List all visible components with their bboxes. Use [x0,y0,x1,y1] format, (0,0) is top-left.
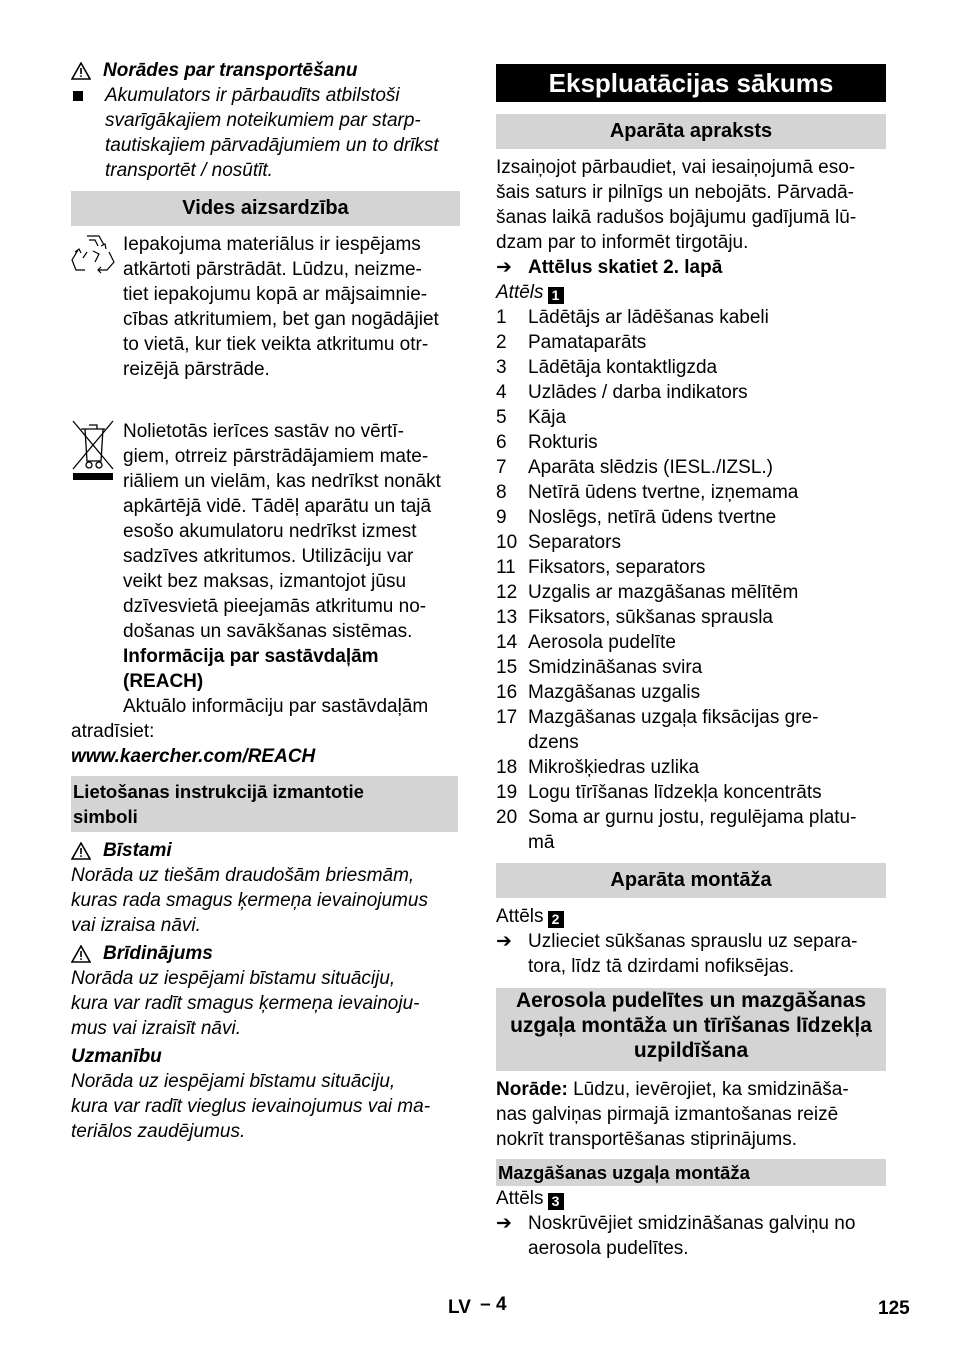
recycle-paragraph: Iepakojuma materiālus ir iespējams atkārtoti pārstrādāt. Lūdzu, neizme- tiet iepakojumu kopā ar mājsaimnie- cības atkritumiem, bet gan nogādājiet to vietā, kur tiek veikta atkritumu otr- reizējā pārstrāde. [71,232,459,382]
left-column: Norādes par transportēšanu Akumulators ir pārbaudīts atbilstoši svarīgākajiem noteikumiem par starp- tautiskajiem pārvadājumiem un to drīkst transportēt / nosūtīt. Vides aizsardzība Iepakojuma materiālus ir iespējams atkārtoti pārstrādāt. Lūdzu, neizme- tiet iepakojumu kopā ar mājsaimnie- cības atkritumiem, bet gan nogādājiet to vietā, kur tiek veikta atkritumu otr- reizējā pārstrāde. Nolietotās ierīces sastāv no vērtī- giem, otrreiz pārstrādājamiem mate- riāliem un vielām, kas nedrīkst nonākt apkārtējā vidē. Tādēļ aparātu un tajā esošo akumulatoru nedrīkst izmest sadzīves atkritumos. Utilizāciju var veikt bez maksas, izmantojot jūsu dzīvesvietā pieejamās atkritumu no- došanas un savākšanas sistēmas. Informācija par sastāvdaļām (REACH) Aktuālo informāciju par sastāvdaļām atradīsiet: www.kaercher.com/REACH Lietošanas instrukcijā izmantotie simboli Bīstami Norāda uz tiešām draudošām briesmām, kuras rada smagus ķermeņa ievainojumus vai izraisa nāvi. Brīdinājums Norāda uz iespējami bīstamu situāciju, kura var radīt smagus ķermeņa ievainoju- mus vai izraisīt nāvi. Uzmanību Norāda uz iespējami bīstamu situāciju, kura var radīt vieglus ievainojumus vai ma- teriālos zaudējumus. [71,58,459,1144]
list-item-text: Lādētāja kontaktligzda [528,357,718,378]
see-pictures-step: ➔ Attēlus skatiet 2. lapā [496,257,723,278]
list-item-number: 10 [496,532,518,553]
list-item-text: Uzgalis ar mazgāšanas mēlītēm [528,582,799,603]
figure-ref-1: Attēls 1 [496,280,886,305]
nozzle-heading: Mazgāšanas uzgaļa montāža [496,1159,886,1186]
list-item-number: 11 [496,557,516,578]
list-item-text: Mazgāšanas uzgalis [528,682,701,703]
caution-heading: Uzmanību [71,1046,162,1067]
list-item-text: Kāja [528,407,567,428]
list-item-text: Soma ar gurnu jostu, regulējama platu- [528,807,857,828]
list-item-number: 12 [496,582,518,603]
list-item-text: Fiksators, sūkšanas sprausla [528,607,773,628]
arrow-right-icon: ➔ [496,931,512,952]
assembly-step: ➔ Uzlieciet sūkšanas sprauslu uz separa- tora, līdz tā dzirdami nofiksējas. [496,931,858,977]
list-item-number: 5 [496,407,507,428]
reach-url-link[interactable]: www.kaercher.com/REACH [71,746,316,767]
main-heading: Ekspluatācijas sākums [496,64,886,102]
list-item-number: 15 [496,657,518,678]
parts-list [496,305,886,855]
note-text: Norāde: Lūdzu, ievērojiet, ka smidzināša- nas galviņas pirmajā izmantošanas reizē nokrīt transportēšanas stiprinājums. [496,1079,849,1150]
list-item-text: Mazgāšanas uzgaļa fiksācijas gre- [528,707,819,728]
warning-triangle-icon [71,62,91,80]
figure-ref-3: Attēls 3 [496,1186,886,1211]
list-item-number: 7 [496,457,507,478]
danger-text: Norāda uz tiešām draudošām briesmām, kuras rada smagus ķermeņa ievainojumus vai izraisa nāvi. [71,865,428,936]
list-item [496,430,886,455]
list-item-number: 13 [496,607,518,628]
list-item-number: 6 [496,432,507,453]
list-item [496,530,886,555]
list-item-text: Fiksators, separators [528,557,706,578]
list-item [496,505,886,530]
list-item [496,680,886,705]
figure-ref-2: Attēls 2 [496,904,886,929]
aerosol-heading: Aerosola pudelītes un mazgāšanas uzgaļa montāža un tīrīšanas līdzekļa uzpildīšana [496,988,886,1071]
list-item-number: 4 [496,382,507,403]
list-item [496,755,886,780]
list-item [496,655,886,680]
list-item-text: Aerosola pudelīte [528,632,676,653]
list-item-number: 2 [496,332,507,353]
list-item-number: 17 [496,707,518,728]
list-item-number: 8 [496,482,507,503]
list-item-text: Rokturis [528,432,598,453]
list-item [496,605,886,630]
arrow-right-icon: ➔ [496,257,512,278]
list-item-text: dzens [528,732,579,753]
footer-language: LV – 4 [448,1294,507,1318]
list-item-text: Uzlādes / darba indikators [528,382,748,403]
list-item [496,805,886,855]
list-item-number: 18 [496,757,518,778]
list-item-text: Netīrā ūdens tvertne, izņemama [528,482,799,503]
list-item-number: 16 [496,682,518,703]
list-item-text: Smidzināšanas svira [528,657,703,678]
list-item-text: Lādētājs ar lādēšanas kabeli [528,307,769,328]
nozzle-step: ➔ Noskrūvējiet smidzināšanas galviņu no aerosola pudelītes. [496,1213,856,1259]
page-number: 125 [878,1298,910,1319]
warning-text: Norāda uz iespējami bīstamu situāciju, kura var radīt smagus ķermeņa ievainoju- mus vai izraisīt nāvi. [71,968,420,1039]
warning-heading: Brīdinājums [71,941,459,966]
list-item [496,330,886,355]
list-item [496,355,886,380]
desc-heading: Aparāta apraksts [496,114,886,149]
list-item-text: mā [528,832,555,853]
symbols-heading: Lietošanas instrukcijā izmantotie simboli [71,776,458,832]
list-item [496,305,886,330]
danger-heading: Bīstami [71,838,459,863]
list-item [496,580,886,605]
list-item-number: 3 [496,357,507,378]
env-heading: Vides aizsardzība [71,191,460,226]
arrow-right-icon: ➔ [496,1213,512,1234]
crossed-bin-icon [71,419,115,481]
list-item-text: Noslēgs, netīrā ūdens tvertne [528,507,777,528]
list-item [496,455,886,480]
list-item [496,380,886,405]
list-item [496,405,886,430]
warning-triangle-icon [71,945,91,963]
warning-triangle-icon [71,842,91,860]
list-item-number: 14 [496,632,518,653]
list-item-number: 1 [496,307,507,328]
bullet-square-icon [73,91,83,101]
list-item-number: 19 [496,782,518,803]
list-item-text: Separators [528,532,621,553]
list-item [496,630,886,655]
list-item [496,555,886,580]
desc-text: Izsaiņojot pārbaudiet, vai iesaiņojumā eso- šais saturs ir pilnīgs un nebojāts. Pārvadā- šanas laikā radušos bojājumu gadījumā lū- dzam par to informēt tirgotāju. [496,157,857,253]
weee-paragraph: Nolietotās ierīces sastāv no vērtī- giem, otrreiz pārstrādājamiem mate- riāliem un vielām, kas nedrīkst nonākt apkārtējā vidē. Tādēļ aparātu un tajā esošo akumulatoru nedrīkst izmest sadzīves atkritumos. Utilizāciju var veikt bez maksas, izmantojot jūsu dzīvesvietā pieejamās atkritumu no- došanas un savākšanas sistēmas. Informācija par sastāvdaļām (REACH) Aktuālo informāciju par sastāvdaļām [71,419,459,719]
assembly-heading: Aparāta montāža [496,863,886,898]
list-item [496,780,886,805]
reach-title: Informācija par sastāvdaļām [123,646,379,667]
recycle-icon [71,232,115,274]
list-item [496,705,886,755]
list-item-text: Aparāta slēdzis (IESL./IZSL.) [528,457,773,478]
list-item-number: 9 [496,507,507,528]
list-item-text: Pamataparāts [528,332,647,353]
list-item-number: 20 [496,807,518,828]
right-column [496,64,886,1261]
transport-heading: Norādes par transportēšanu [71,58,459,83]
list-item-text: Mikrošķiedras uzlika [528,757,700,778]
transport-bullet: Akumulators ir pārbaudīts atbilstoši svarīgākajiem noteikumiem par starp- tautiskajiem pārvadājumiem un to drīkst transportēt / nosūtīt. [71,83,459,183]
caution-text: Norāda uz iespējami bīstamu situāciju, kura var radīt vieglus ievainojumus vai ma- teriālos zaudējumus. [71,1071,431,1142]
list-item [496,480,886,505]
list-item-text: Logu tīrīšanas līdzekļa koncentrāts [528,782,822,803]
